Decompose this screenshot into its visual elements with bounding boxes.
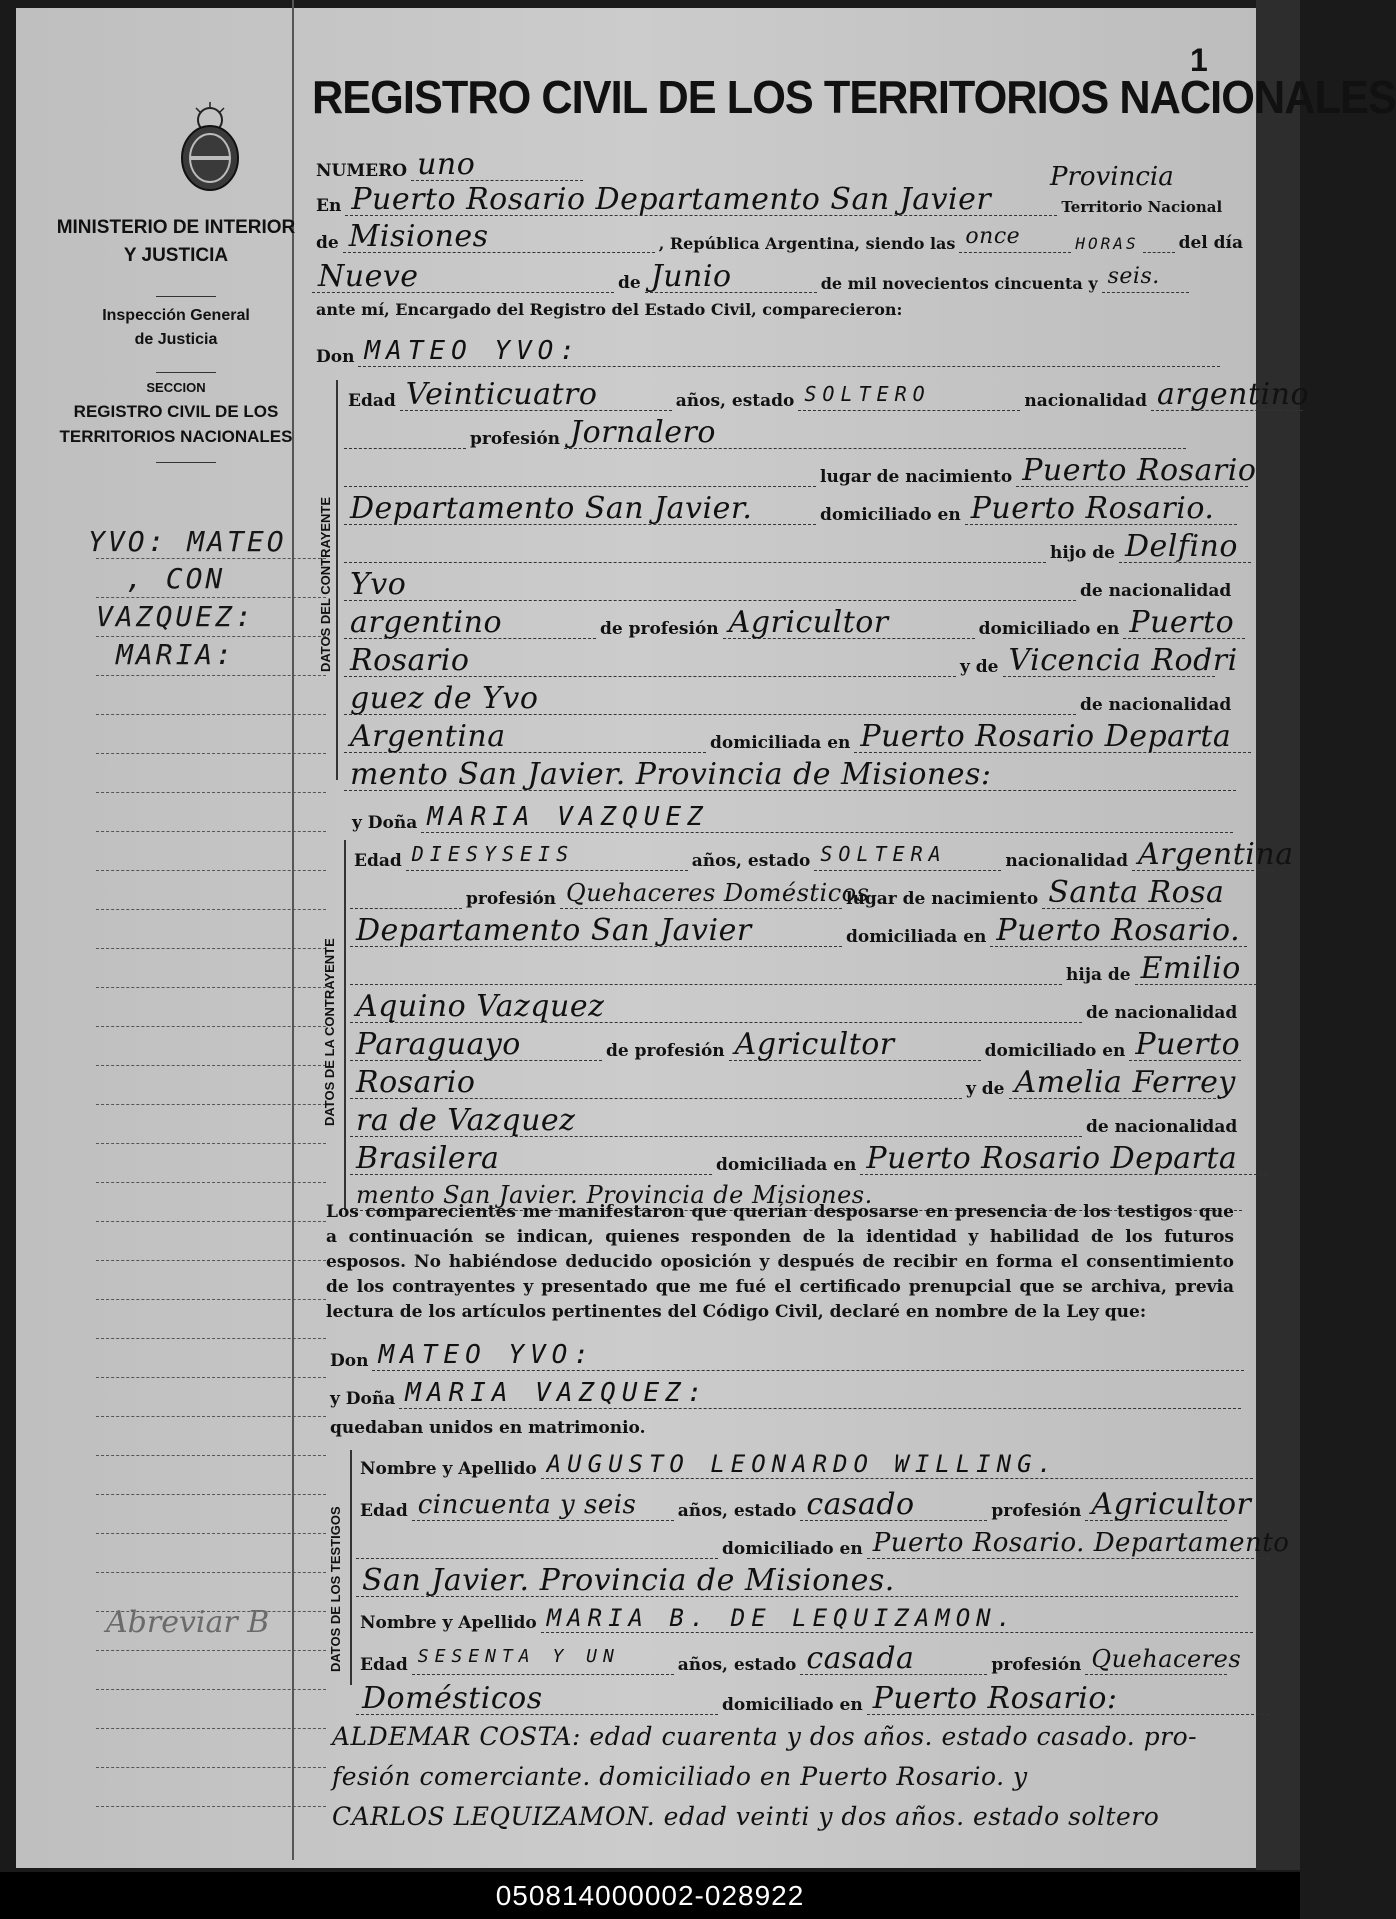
c-hijo-row (344, 529, 1251, 564)
extra-witness-text: fesión comerciante. domiciliado en Puerto Rosario. y (332, 1762, 1028, 1791)
c-madre2-row (344, 681, 1235, 716)
don-label: Don (316, 347, 355, 367)
nacionalidad-label: nacionalidad (1024, 391, 1147, 411)
f-madre-nac-field[interactable]: Brasilera (350, 1144, 712, 1175)
dona-label: y Doña (352, 813, 418, 833)
f-hija-row (350, 951, 1257, 986)
t1-edad-row (356, 1487, 1252, 1522)
f-profesion-field[interactable]: Quehaceres Domésticos (560, 878, 842, 909)
dia-field[interactable]: Nueve (312, 262, 614, 293)
f-padre-prof-field[interactable]: Agricultor (729, 1030, 981, 1061)
extra-witness-text: ALDEMAR COSTA: edad cuarenta y dos años. estado casado. pro- (332, 1722, 1198, 1751)
f-madre-row (350, 1065, 1236, 1100)
horas-field[interactable]: once (959, 222, 1071, 253)
inspeccion-title (36, 304, 316, 352)
domiciliado-label: domiciliado en (722, 1695, 863, 1715)
c-padre-field-2[interactable]: Yvo (344, 570, 1076, 601)
de-nacionalidad-label: de nacionalidad (1080, 695, 1232, 715)
edad-label: Edad (354, 851, 402, 871)
anio-field[interactable]: seis. (1102, 262, 1189, 293)
numero-row (312, 147, 583, 182)
dona-row (348, 802, 1233, 833)
f-madre-field-2[interactable]: ra de Vazquez (350, 1106, 1082, 1137)
edad-label: Edad (360, 1501, 408, 1521)
hija-label: hija de (1066, 965, 1131, 985)
ante-mi-text: ante mí, Encargado del Registro del Estado Civil, comparecieron: (316, 300, 903, 319)
c-estado-field[interactable]: SOLTERO (798, 382, 1020, 411)
de-nacionalidad-label: de nacionalidad (1080, 581, 1232, 601)
dona-label: y Doña (330, 1389, 396, 1409)
c-madre-field-1[interactable]: Vicencia Rodri (1003, 646, 1215, 677)
margin-note-line: MARIA: (116, 638, 236, 671)
c-lugar-field-2[interactable]: Departamento San Javier. (344, 494, 816, 525)
don-label: Don (330, 1351, 369, 1371)
lugar-label: lugar de nacimiento (820, 467, 1013, 487)
f-madre-dom-field-1[interactable]: Puerto Rosario Departa (860, 1144, 1267, 1175)
domiciliada-label: domiciliada en (716, 1155, 857, 1175)
lugar-label: lugar de nacimiento (846, 889, 1039, 909)
f-padre-nac-row (350, 1027, 1241, 1062)
mes-field[interactable]: Junio (645, 262, 817, 293)
numero-field[interactable]: uno (411, 150, 583, 181)
t2-nombre-row (356, 1604, 1253, 1633)
profesion-label: profesión (991, 1501, 1082, 1521)
c-padre-dom-field-2[interactable]: Rosario (344, 646, 956, 677)
de-label: de (316, 233, 339, 253)
don-field[interactable]: MATEO YVO: (358, 336, 1220, 367)
c-padre-nac-row (344, 605, 1245, 640)
domiciliado-label: domiciliado en (722, 1539, 863, 1559)
t1-nombre-row (356, 1450, 1253, 1479)
document-id-bar: 050814000002-028922 (0, 1872, 1300, 1919)
edad-label: Edad (348, 391, 396, 411)
provincia-handwritten: Provincia (1050, 162, 1174, 192)
t2-profesion-field[interactable]: Quehaceres (1085, 1644, 1227, 1675)
del-dia-label: del día (1178, 233, 1244, 253)
lugar-field[interactable]: Puerto Rosario Departamento San Javier (345, 185, 1057, 216)
c-madre-nac-field[interactable]: Argentina (344, 722, 706, 753)
coat-of-arms-icon (176, 100, 244, 196)
seccion-title-line-2: TERRITORIOS NACIONALES (59, 426, 293, 446)
c-madre-row (344, 643, 1238, 678)
t2-estado-field[interactable]: casada (800, 1644, 987, 1675)
ministry-title (36, 214, 316, 269)
ministry-line-2: Y JUSTICIA (123, 244, 229, 266)
inspeccion-line-1: Inspección General (102, 307, 250, 324)
de-profesion-label: de profesión (600, 619, 719, 639)
f-edad-row (350, 837, 1294, 872)
f-lugar2-row (350, 913, 1247, 948)
en-row (312, 182, 1226, 217)
contrayente-bracket (336, 380, 338, 780)
f-padre-dom-field-1[interactable]: Puerto (1129, 1030, 1241, 1061)
c-lugar2-row (344, 491, 1237, 526)
t1-dom-row (356, 1528, 1290, 1559)
t1-edad-field[interactable]: cincuenta y seis (412, 1490, 674, 1521)
c-padre-row (344, 567, 1235, 602)
c-profesion-field[interactable]: Jornalero (564, 418, 1186, 449)
extra-witness-line-1 (326, 1722, 1248, 1752)
profesion-label: profesión (991, 1655, 1082, 1675)
dona-field[interactable]: MARIA VAZQUEZ (421, 802, 1233, 833)
seccion-title-line-1: REGISTRO CIVIL DE LOS (73, 402, 279, 421)
de-profesion-label: de profesión (606, 1041, 725, 1061)
unidos-row (326, 1418, 650, 1438)
margin-note-line: YVO: MATEO (88, 525, 287, 558)
f-padre-row (350, 989, 1241, 1024)
nacionalidad-label: nacionalidad (1005, 851, 1128, 871)
book-spine (1256, 0, 1300, 1870)
f-nacionalidad-field[interactable]: Argentina (1132, 840, 1274, 871)
f-lugar-field-2[interactable]: Departamento San Javier (350, 916, 842, 947)
anios-label: años, estado (677, 1655, 797, 1675)
extra-witness-text: CARLOS LEQUIZAMON. edad veinti y dos años. estado soltero (332, 1802, 1160, 1831)
f-padre-field-1[interactable]: Emilio (1135, 954, 1257, 985)
extra-witness-line-3 (326, 1802, 1248, 1832)
numero-label: NUMERO (316, 161, 408, 181)
f-madre-field-1[interactable]: Amelia Ferrey (1009, 1068, 1221, 1099)
t2-dom-field[interactable]: Puerto Rosario: (867, 1684, 1269, 1715)
nombre-label: Nombre y Apellido (360, 1459, 537, 1479)
domiciliado-label: domiciliado en (820, 505, 961, 525)
seccion-label: SECCION (146, 380, 206, 395)
t2-edad-field[interactable]: SESENTA Y UN (412, 1646, 674, 1675)
en-label: En (316, 196, 342, 216)
divider (156, 296, 216, 297)
t2-dom-row (356, 1681, 1269, 1716)
seccion-title (36, 400, 316, 449)
f-estado-field[interactable]: SOLTERA (814, 842, 1001, 871)
territorio-row (312, 219, 1247, 254)
f-madre2-row (350, 1103, 1241, 1138)
testigos-section-label: DATOS DE LOS TESTIGOS (328, 1506, 343, 1672)
f-profesion-row (350, 875, 1225, 910)
contrayente-section-label: DATOS DEL CONTRAYENTE (318, 496, 333, 672)
contrayente-f-section-label: DATOS DE LA CONTRAYENTE (322, 938, 337, 1126)
profesion-label: profesión (470, 429, 561, 449)
don-row (312, 336, 1220, 367)
c-edad-field[interactable]: Veinticuatro (400, 380, 672, 411)
margin-note-line: , CON (126, 562, 226, 595)
contrayente-f-bracket (344, 840, 346, 1210)
decl-dona-field[interactable]: MARIA VAZQUEZ: (399, 1378, 1241, 1409)
declaration-paragraph: Los comparecientes me manifestaron que querían desposarse en presencia de los testigos que a continuación se indican, quienes responden de la identidad y habilidad de los futuros esposos. No habiéndose deducido oposición y después de recibir en forma el consentimiento de los contrayentes y presentado que me fué el certificado prenupcial que se archiva, previa lectura de los artículos pertinentes del Código Civil, declaré en nombre de la Ley que: (326, 1202, 1234, 1322)
c-madre-dom-field-1[interactable]: Puerto Rosario Departa (854, 722, 1251, 753)
territorio-field[interactable]: Misiones (343, 222, 655, 253)
margin-pencil-note: Abreviar B (106, 1605, 270, 1640)
hijo-label: hijo de (1050, 543, 1115, 563)
t1-profesion-field[interactable]: Agricultor (1085, 1490, 1227, 1521)
anios-label: años, estado (691, 851, 811, 871)
c-lugar-field-1[interactable]: Puerto Rosario (1016, 456, 1248, 487)
f-madre-nac-row (350, 1141, 1267, 1176)
f-lugar-field-1[interactable]: Santa Rosa (1042, 878, 1204, 909)
republica-label: , República Argentina, siendo las (658, 234, 956, 253)
testigos-bracket (350, 1450, 352, 1685)
de-nacionalidad-label: de nacionalidad (1086, 1003, 1238, 1023)
horas-label: HORAS (1075, 234, 1139, 253)
t2-prof-field-2[interactable]: Domésticos (356, 1684, 718, 1715)
territorio-label: Territorio Nacional (1061, 198, 1223, 216)
register-title: REGISTRO CIVIL DE LOS TERRITORIOS NACIONALES (312, 71, 1396, 123)
t1-dom2-row (356, 1563, 1238, 1598)
edad-label: Edad (360, 1655, 408, 1675)
c-madre-dom-field-2[interactable]: mento San Javier. Provincia de Misiones: (344, 760, 1236, 791)
c-padre-dom-field-1[interactable]: Puerto (1123, 608, 1245, 639)
c-profesion-row (344, 415, 1186, 450)
domiciliado-label: domiciliado en (984, 1041, 1126, 1061)
c-madre-dom-row (344, 757, 1236, 792)
margin-note-line: VAZQUEZ: (96, 600, 255, 633)
unidos-text: quedaban unidos en matrimonio. (330, 1418, 646, 1438)
profesion-label: profesión (466, 889, 557, 909)
anios-label: años, estado (675, 391, 795, 411)
t1-dom-field-2[interactable]: San Javier. Provincia de Misiones. (356, 1566, 1238, 1597)
decl-dona-row (326, 1378, 1241, 1409)
y-de-label: y de (960, 657, 999, 677)
fecha-row (312, 259, 1189, 294)
ministry-line-1: MINISTERIO DE INTERIOR (56, 217, 296, 238)
c-nacionalidad-field[interactable]: argentino (1151, 380, 1303, 411)
t1-nombre-field[interactable]: AUGUSTO LEONARDO WILLING. (541, 1450, 1253, 1479)
page-number: 1 (1190, 42, 1208, 78)
f-padre-nac-field[interactable]: Paraguayo (350, 1030, 602, 1061)
ante-mi-row (312, 300, 906, 319)
margin-column (36, 0, 294, 1860)
f-edad-field[interactable]: DIESYSEIS (406, 842, 688, 871)
c-domicilio-field[interactable]: Puerto Rosario. (965, 494, 1237, 525)
c-padre-prof-field[interactable]: Agricultor (723, 608, 975, 639)
c-lugar-row (344, 453, 1257, 488)
t2-edad-row (356, 1641, 1242, 1676)
domiciliada-label: domiciliada en (846, 927, 987, 947)
extra-witness-line-2 (326, 1762, 1248, 1792)
nombre-label: Nombre y Apellido (360, 1613, 537, 1633)
f-madre-dom-field-2[interactable]: mento San Javier. Provincia de Misiones. (350, 1180, 1242, 1211)
inspeccion-line-2: de Justicia (134, 331, 218, 348)
c-madre-field-2[interactable]: guez de Yvo (344, 684, 1076, 715)
t1-estado-field[interactable]: casado (800, 1490, 987, 1521)
anio-label: de mil novecientos cincuenta y (820, 274, 1098, 293)
divider (156, 462, 216, 463)
c-edad-row (344, 377, 1310, 412)
f-padre-dom-field-2[interactable]: Rosario (350, 1068, 962, 1099)
y-de-label: y de (966, 1079, 1005, 1099)
de-nacionalidad-label: de nacionalidad (1086, 1117, 1238, 1137)
c-madre-nac-row (344, 719, 1251, 754)
domiciliada-label: domiciliada en (710, 733, 851, 753)
t2-nombre-field[interactable]: MARIA B. DE LEQUIZAMON. (541, 1604, 1253, 1633)
domiciliado-label: domiciliado en (978, 619, 1120, 639)
t1-dom-field-1[interactable]: Puerto Rosario. Departamento (867, 1528, 1269, 1559)
divider (156, 372, 216, 373)
de-mes-label: de (618, 273, 641, 293)
decl-don-field[interactable]: MATEO YVO: (372, 1340, 1244, 1371)
f-padre-field-2[interactable]: Aquino Vazquez (350, 992, 1082, 1023)
c-padre-nac-field[interactable]: argentino (344, 608, 596, 639)
f-domicilio-field[interactable]: Puerto Rosario. (990, 916, 1247, 947)
c-padre-field-1[interactable]: Delfino (1119, 532, 1251, 563)
decl-don-row (326, 1340, 1244, 1371)
anios-label: años, estado (677, 1501, 797, 1521)
